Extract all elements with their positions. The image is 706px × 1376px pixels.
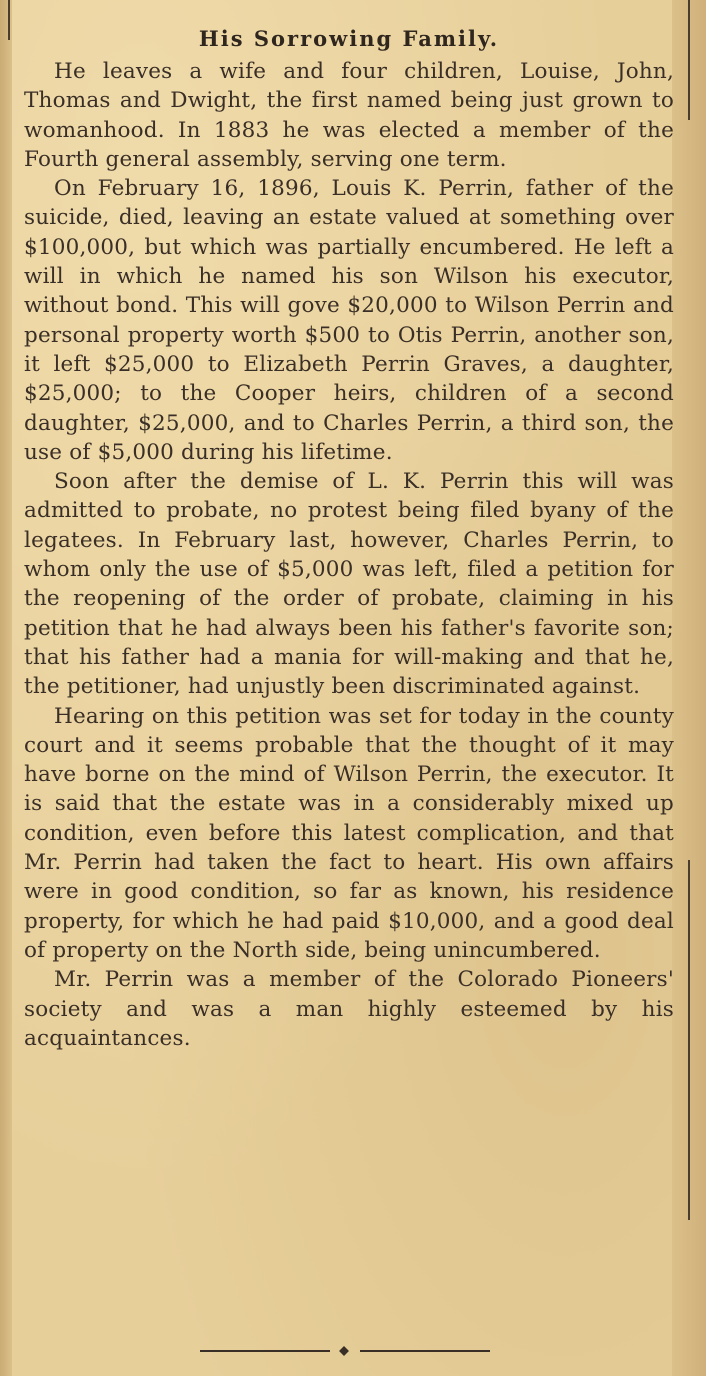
newspaper-article: [24, 26, 674, 1053]
article-paragraph-3: Soon after the demise of L. K. Perrin this will was admitted to probate, no protest being filed byany of the legatees. In February last, however, Charles Perrin, to whom only the use of $5,000 was left, filed a petition for the reopening of the order of probate, claiming in his petition that he had always been his father's favorite son; that his father had a mania for will-making and that he, the petitioner, had unjustly been discriminated against.: [24, 469, 674, 700]
article-paragraph-1: He leaves a wife and four children, Louise, John, Thomas and Dwight, the first named being just grown to womanhood. In 1883 he was elected a member of the Fourth general assembly, serving one term.: [24, 59, 674, 172]
article-headline: His Sorrowing Family.: [198, 26, 500, 51]
column-rule-right-top: [688, 0, 690, 120]
article-paragraph-4: Hearing on this petition was set for today in the county court and it seems probable that the thought of it may have borne on the mind of Wilson Perrin, the executor. It is said that the estate was in a considerably mixed up condition, even before this latest complication, and that Mr. Perrin had taken the fact to heart. His own affairs were in good condition, so far as known, his residence property, for which he had paid $10,000, and a good deal of property on the North side, being unincumbered.: [24, 703, 674, 963]
left-page-edge: [0, 0, 12, 1376]
column-rule-left: [8, 0, 10, 40]
article-paragraph-5: Mr. Perrin was a member of the Colorado Pioneers' society and was a man highly esteemed by his acquaintances.: [24, 967, 674, 1051]
column-rule-right-lower: [688, 860, 690, 1220]
article-paragraph-2: On February 16, 1896, Louis K. Perrin, father of the suicide, died, leaving an estate valued at something over $100,000, but which was partially encumbered. He left a will in which he named his son Wilson his executor, without bond. This will gove $20,000 to Wilson Perrin and personal property worth $500 to Otis Perrin, another son, it left $25,000 to Elizabeth Perrin Graves, a daughter, $25,000; to the Cooper heirs, children of a second daughter, $25,000, and to Charles Perrin, a third son, the use of $5,000 during his lifetime.: [24, 176, 674, 465]
end-ornament: [200, 1346, 490, 1356]
